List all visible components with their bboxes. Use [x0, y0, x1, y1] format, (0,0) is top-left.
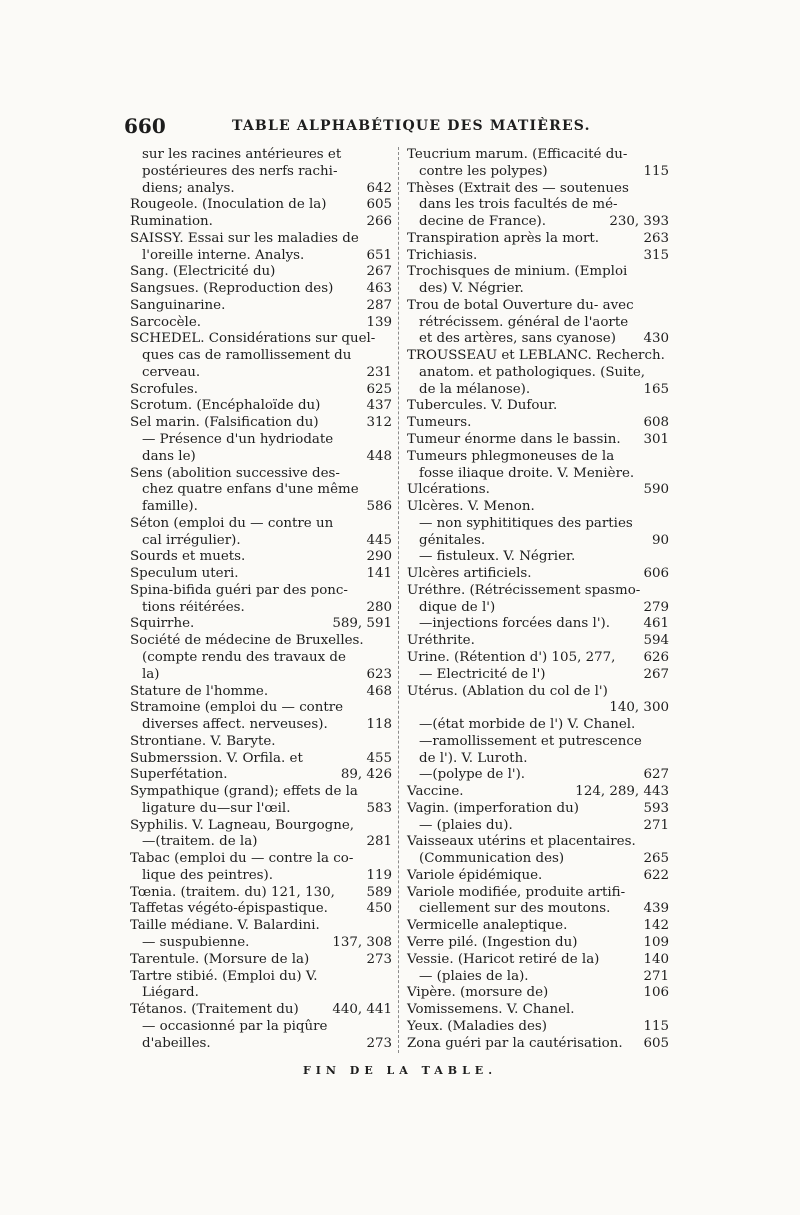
index-entry-text: Vipère. (morsure de): [407, 985, 549, 1001]
index-entry: [130, 214, 392, 231]
running-title: TABLE ALPHABÉTIQUE DES MATIÈRES.: [232, 118, 591, 134]
index-entry: [407, 583, 669, 600]
index-entry: [407, 616, 669, 633]
index-entry-page-ref: 281: [366, 834, 392, 850]
index-entry-text: Uréthre. (Rétrécissement spasmo-: [407, 582, 641, 598]
index-entry-text: Trou de botal Ouverture du- avec: [407, 297, 634, 313]
index-entry-text: Sanguinarine.: [130, 297, 226, 313]
index-entry: [130, 331, 392, 348]
index-entry: [407, 348, 669, 365]
index-entry-page-ref: 593: [643, 800, 669, 816]
index-entry: [407, 901, 669, 918]
index-entry-text: Sympathique (grand); effets de la: [130, 784, 358, 800]
index-entry: [130, 935, 392, 952]
index-entry-page-ref: 124, 289, 443: [575, 784, 669, 800]
index-entry-text: Tartre stibié. (Emploi du) V.: [130, 968, 318, 984]
index-entry-page-ref: 589: [366, 884, 392, 900]
index-entry: [407, 851, 669, 868]
index-entry: [130, 684, 392, 701]
index-entry-page-ref: 271: [643, 968, 669, 984]
index-entry-page-ref: 106: [643, 985, 669, 1001]
index-entry-page-ref: 265: [643, 851, 669, 867]
index-entry-page-ref: 137, 308: [332, 934, 392, 950]
index-entry: [407, 935, 669, 952]
index-entry-text: Variole modifiée, produite artifi-: [407, 884, 626, 900]
index-entry-text: Syphilis. V. Lagneau, Bourgogne,: [130, 817, 355, 833]
index-entry-page-ref: 89, 426: [340, 767, 392, 783]
index-entry-page-ref: 266: [366, 214, 392, 230]
index-entry-page-ref: 623: [366, 666, 392, 682]
index-entry: [407, 331, 669, 348]
index-entry: [407, 415, 669, 432]
index-entry-text: —(état morbide de l') V. Chanel.: [419, 717, 636, 733]
index-entry-page-ref: 142: [643, 918, 669, 934]
index-entry-page-ref: 606: [643, 566, 669, 582]
index-entry-page-ref: 642: [366, 180, 392, 196]
index-entry-page-ref: 455: [366, 750, 392, 766]
index-entry-text: Utérus. (Ablation du col de l'): [407, 683, 608, 699]
index-entry-text: ciellement sur des moutons.: [419, 901, 611, 917]
index-entry-page-ref: 267: [366, 264, 392, 280]
index-entry-text: Tœnia. (traitem. du) 121, 130,: [130, 884, 335, 900]
index-entry: [130, 466, 392, 483]
index-entry: [407, 1019, 669, 1036]
index-entry: [407, 684, 669, 701]
index-entry-text: Yeux. (Maladies des): [407, 1018, 547, 1034]
index-entry-text: Tabac (emploi du — contre la co-: [130, 851, 354, 867]
index-entry: [407, 633, 669, 650]
index-entry-page-ref: 271: [643, 817, 669, 833]
index-entry-text: —(polype de l').: [419, 767, 526, 783]
index-entry-text: Tarentule. (Morsure de la): [130, 951, 310, 967]
index-entry-page-ref: 267: [643, 666, 669, 682]
index-entry: [407, 533, 669, 550]
index-entry-page-ref: 468: [366, 683, 392, 699]
index-entry: [407, 885, 669, 902]
index-entry: [130, 398, 392, 415]
index-entry-page-ref: 608: [643, 415, 669, 431]
index-entry: [130, 650, 392, 667]
index-entry: [130, 365, 392, 382]
index-entry: [130, 600, 392, 617]
index-entry: [407, 784, 669, 801]
index-entry: [407, 952, 669, 969]
index-entry: [407, 248, 669, 265]
index-entry-text: Stature de l'homme.: [130, 683, 269, 699]
index-entry-page-ref: 651: [366, 247, 392, 263]
index-entry: [130, 969, 392, 986]
index-entry-page-ref: 622: [643, 867, 669, 883]
index-entry-text: Ulcérations.: [407, 482, 490, 498]
index-entry-text: diens; analys.: [142, 180, 235, 196]
index-entry-page-ref: 301: [643, 432, 669, 448]
index-entry: [130, 516, 392, 533]
index-entry-page-ref: 312: [366, 415, 392, 431]
index-entry-text: anatom. et pathologiques. (Suite,: [419, 364, 645, 380]
index-entry: [407, 499, 669, 516]
index-entry: [407, 466, 669, 483]
index-entry-page-ref: 463: [366, 281, 392, 297]
index-entry: [130, 583, 392, 600]
index-entry: [407, 1002, 669, 1019]
index-entry-page-ref: 450: [366, 901, 392, 917]
index-entry: [407, 717, 669, 734]
index-entry-text: Teucrium marum. (Efficacité du-: [407, 147, 628, 162]
index-entry: [130, 1036, 392, 1053]
index-entry: [130, 952, 392, 969]
index-entry: [407, 818, 669, 835]
index-entry-text: Vermicelle analeptique.: [407, 918, 568, 934]
index-entry: [130, 1019, 392, 1036]
index-entry: [407, 298, 669, 315]
index-entry-text: diverses affect. nerveuses).: [142, 717, 328, 733]
index-entry-text: Stramoine (emploi du — contre: [130, 700, 344, 716]
index-entry: [407, 482, 669, 499]
index-entry-text: Séton (emploi du — contre un: [130, 515, 334, 531]
index-entry: [407, 650, 669, 667]
index-entry: [130, 616, 392, 633]
index-entry-text: — occasionné par la piqûre: [142, 1018, 328, 1034]
index-entry-text: Taille médiane. V. Balardini.: [130, 918, 320, 934]
index-entry-text: Uréthrite.: [407, 633, 475, 649]
index-entry-text: —(traitem. de la): [142, 834, 258, 850]
index-entry-text: ligature du—sur l'œil.: [142, 800, 291, 816]
index-entry-page-ref: 263: [643, 230, 669, 246]
index-entry-page-ref: 115: [643, 1018, 669, 1034]
index-entry-page-ref: 315: [643, 247, 669, 263]
index-entry-page-ref: 290: [366, 549, 392, 565]
index-entry-text: Ulcères artificiels.: [407, 566, 532, 582]
index-entry-text: Liégard.: [142, 985, 199, 1001]
index-entry-page-ref: 605: [366, 197, 392, 213]
index-entry-text: de la mélanose).: [419, 381, 531, 397]
index-entry-page-ref: 586: [366, 499, 392, 515]
index-entry-text: Speculum uteri.: [130, 566, 239, 582]
index-entry-text: des) V. Négrier.: [419, 281, 524, 297]
index-entry-page-ref: 589, 591: [332, 616, 392, 632]
index-column-right: [407, 147, 669, 1053]
index-entry: [407, 549, 669, 566]
index-entry: [407, 315, 669, 332]
index-entry-text: Vaisseaux utérins et placentaires.: [407, 834, 636, 850]
index-entry: [130, 885, 392, 902]
index-entry-text: (compte rendu des travaux de: [142, 649, 346, 665]
index-entry-page-ref: 141: [366, 566, 392, 582]
index-entry-text: Spina-bifida guéri par des ponc-: [130, 582, 348, 598]
index-entry-page-ref: 280: [366, 599, 392, 615]
index-entry-page-ref: 583: [366, 800, 392, 816]
index-entry: [130, 1002, 392, 1019]
index-entry-text: la): [142, 666, 160, 682]
index-entry-text: Sourds et muets.: [130, 549, 246, 565]
end-of-table-marker: FIN DE LA TABLE.: [302, 1064, 498, 1077]
index-entry-page-ref: 445: [366, 532, 392, 548]
index-entry-text: — (plaies du).: [419, 817, 513, 833]
index-entry-text: Vaccine.: [407, 784, 464, 800]
index-entry: [407, 281, 669, 298]
index-entry: [407, 985, 669, 1002]
index-entry: [407, 566, 669, 583]
index-entry-text: fosse iliaque droite. V. Menière.: [419, 465, 635, 481]
index-entry: [130, 164, 392, 181]
index-entry-page-ref: 140: [643, 951, 669, 967]
index-entry-text: famille).: [142, 499, 198, 515]
index-entry-text: chez quatre enfans d'une même: [142, 482, 359, 498]
index-entry-text: Urine. (Rétention d') 105, 277,: [407, 649, 616, 665]
index-entry: [130, 784, 392, 801]
index-entry: [407, 449, 669, 466]
index-entry-page-ref: 273: [366, 1035, 392, 1051]
index-entry: [407, 734, 669, 751]
index-entry-text: Rougeole. (Inoculation de la): [130, 197, 327, 213]
index-entry-text: sur les racines antérieures et: [142, 147, 342, 162]
index-entry-text: SCHEDEL. Considérations sur quel-: [130, 331, 376, 347]
index-entry-text: — non syphititiques des parties: [419, 515, 633, 531]
index-entry: [130, 315, 392, 332]
index-entry-text: — Présence d'un hydriodate: [142, 432, 334, 448]
index-entry-page-ref: 437: [366, 398, 392, 414]
index-entry-page-ref: 115: [643, 163, 669, 179]
index-entry: [130, 415, 392, 432]
index-entry-text: TROUSSEAU et LEBLANC. Recherch.: [407, 348, 665, 364]
index-entry: [407, 700, 669, 717]
index-entry-text: Société de médecine de Bruxelles.: [130, 633, 364, 649]
index-entry: [407, 834, 669, 851]
index-entry-text: Squirrhe.: [130, 616, 195, 632]
index-entry: [130, 499, 392, 516]
index-entry: [130, 633, 392, 650]
index-entry-page-ref: 279: [643, 599, 669, 615]
index-entry: [407, 382, 669, 399]
index-entry-page-ref: 439: [643, 901, 669, 917]
index-entry-text: Tumeurs phlegmoneuses de la: [407, 448, 615, 464]
index-entry-text: Strontiane. V. Baryte.: [130, 733, 276, 749]
index-entry-text: dans les trois facultés de mé-: [419, 197, 618, 213]
index-entry: [130, 248, 392, 265]
index-entry: [407, 365, 669, 382]
index-entry-text: rétrécissem. général de l'aorte: [419, 314, 629, 330]
index-entry: [407, 214, 669, 231]
index-entry-text: Thèses (Extrait des — soutenues: [407, 180, 629, 196]
index-entry-text: — (plaies de la).: [419, 968, 529, 984]
index-entry: [130, 566, 392, 583]
index-entry-page-ref: 140, 300: [609, 700, 669, 716]
index-entry-page-ref: 230, 393: [609, 214, 669, 230]
index-entry: [130, 549, 392, 566]
index-entry: [130, 264, 392, 281]
index-entry-page-ref: 273: [366, 951, 392, 967]
index-column-left: [130, 147, 392, 1053]
index-entry: [130, 482, 392, 499]
index-entry-page-ref: 440, 441: [332, 1002, 392, 1018]
index-entry: [130, 734, 392, 751]
index-entry-page-ref: 625: [366, 381, 392, 397]
index-entry-text: Tétanos. (Traitement du): [130, 1002, 299, 1018]
index-entry-text: Superfétation.: [130, 767, 228, 783]
index-entry: [130, 231, 392, 248]
index-entry-text: Sel marin. (Falsification du): [130, 415, 319, 431]
index-entry-text: —injections forcées dans l').: [419, 616, 610, 632]
index-entry-page-ref: 287: [366, 297, 392, 313]
index-entry: [130, 298, 392, 315]
index-entry-page-ref: 594: [643, 633, 669, 649]
index-entry: [130, 147, 392, 164]
index-entry: [130, 348, 392, 365]
index-entry: [407, 767, 669, 784]
index-entry-text: d'abeilles.: [142, 1035, 211, 1051]
index-entry-page-ref: 90: [651, 532, 669, 548]
index-entry: [130, 717, 392, 734]
index-entry-text: Variole épidémique.: [407, 867, 543, 883]
index-entry-page-ref: 139: [366, 314, 392, 330]
index-entry-text: Sens (abolition successive des-: [130, 465, 340, 481]
index-entry-text: Vagin. (imperforation du): [407, 800, 579, 816]
index-entry-text: decine de France).: [419, 214, 547, 230]
index-entry-page-ref: 118: [366, 717, 392, 733]
index-entry: [130, 801, 392, 818]
index-entry-text: cal irrégulier).: [142, 532, 241, 548]
index-entry: [130, 985, 392, 1002]
index-entry: [407, 868, 669, 885]
index-entry: [130, 751, 392, 768]
index-entry-text: Submerssion. V. Orfila. et: [130, 750, 303, 766]
page-number: 660: [124, 114, 166, 138]
index-entry: [130, 197, 392, 214]
index-entry: [130, 281, 392, 298]
index-entry-text: Verre pilé. (Ingestion du): [407, 934, 578, 950]
index-entry-text: Taffetas végéto-épispastique.: [130, 901, 328, 917]
index-entry: [130, 901, 392, 918]
index-entry-text: Sangsues. (Reproduction des): [130, 281, 334, 297]
index-entry: [407, 398, 669, 415]
index-entry-text: Trochisques de minium. (Emploi: [407, 264, 628, 280]
index-entry: [407, 969, 669, 986]
index-entry-text: Scrofules.: [130, 381, 199, 397]
index-entry-text: cerveau.: [142, 364, 201, 380]
index-entry: [130, 700, 392, 717]
index-entry-text: Tumeurs.: [407, 415, 472, 431]
index-entry-page-ref: 231: [366, 364, 392, 380]
index-entry: [407, 164, 669, 181]
index-entry: [130, 667, 392, 684]
index-entry-text: dique de l'): [419, 599, 496, 615]
index-entry-text: Sang. (Electricité du): [130, 264, 276, 280]
index-entry-text: Scrotum. (Encéphaloïde du): [130, 398, 321, 414]
index-entry-page-ref: 109: [643, 934, 669, 950]
index-entry: [407, 197, 669, 214]
index-entry-page-ref: 461: [643, 616, 669, 632]
index-entry-text: dans le): [142, 448, 196, 464]
index-entry-text: Rumination.: [130, 214, 213, 230]
index-entry-page-ref: 165: [643, 381, 669, 397]
index-entry-text: —ramollissement et putrescence: [419, 733, 642, 749]
index-entry-text: Vessie. (Haricot retiré de la): [407, 951, 600, 967]
index-entry-text: ques cas de ramollissement du: [142, 348, 352, 364]
index-entry-text: (Communication des): [419, 851, 565, 867]
index-entry: [130, 834, 392, 851]
index-entry: [130, 767, 392, 784]
index-entry-page-ref: 448: [366, 448, 392, 464]
index-entry-text: Tubercules. V. Dufour.: [407, 398, 558, 414]
index-entry-page-ref: 590: [643, 482, 669, 498]
index-entry-text: Tumeur énorme dans le bassin.: [407, 432, 621, 448]
index-entry-page-ref: 627: [643, 767, 669, 783]
index-entry-text: postérieures des nerfs rachi-: [142, 163, 338, 179]
index-entry: [130, 918, 392, 935]
index-entry: [130, 868, 392, 885]
index-entry: [407, 264, 669, 281]
index-entry-page-ref: 430: [643, 331, 669, 347]
page-header: [122, 114, 682, 144]
column-divider: [398, 147, 399, 1053]
index-entry-text: contre les polypes): [419, 163, 548, 179]
index-entry: [130, 818, 392, 835]
index-entry-text: de l'). V. Luroth.: [419, 750, 528, 766]
index-entry-page-ref: 119: [366, 867, 392, 883]
index-entry: [130, 851, 392, 868]
index-entry-text: Zona guéri par la cautérisation.: [407, 1035, 623, 1051]
index-entry-text: Transpiration après la mort.: [407, 230, 599, 246]
index-entry-text: génitales.: [419, 532, 486, 548]
index-entry-text: l'oreille interne. Analys.: [142, 247, 305, 263]
index-entry-text: — Electricité de l'): [419, 666, 546, 682]
index-entry: [407, 181, 669, 198]
index-entry-text: tions réitérées.: [142, 599, 245, 615]
index-entry-page-ref: 626: [643, 649, 669, 665]
index-entry-text: lique des peintres).: [142, 867, 274, 883]
index-entry: [407, 600, 669, 617]
index-entry: [407, 918, 669, 935]
index-entry: [407, 801, 669, 818]
index-entry: [130, 533, 392, 550]
index-entry: [407, 667, 669, 684]
index-entry: [407, 751, 669, 768]
index-entry-page-ref: 605: [643, 1035, 669, 1051]
index-entry: [130, 382, 392, 399]
index-entry: [130, 432, 392, 449]
index-entry-text: Ulcères. V. Menon.: [407, 499, 535, 515]
index-entry: [407, 147, 669, 164]
index-entry: [407, 432, 669, 449]
index-entry: [407, 516, 669, 533]
index-entry-text: — suspubienne.: [142, 934, 250, 950]
index-entry: [407, 231, 669, 248]
index-entry-text: Trichiasis.: [407, 247, 478, 263]
index-entry-text: Vomissemens. V. Chanel.: [407, 1002, 575, 1018]
index-entry-text: SAISSY. Essai sur les maladies de: [130, 230, 359, 246]
index-entry-text: et des artères, sans cyanose): [419, 331, 616, 347]
index-entry: [130, 449, 392, 466]
index-entry-text: — fistuleux. V. Négrier.: [419, 549, 576, 565]
index-entry-text: Sarcocèle.: [130, 314, 202, 330]
index-entry: [407, 1036, 669, 1053]
index-entry: [130, 181, 392, 198]
